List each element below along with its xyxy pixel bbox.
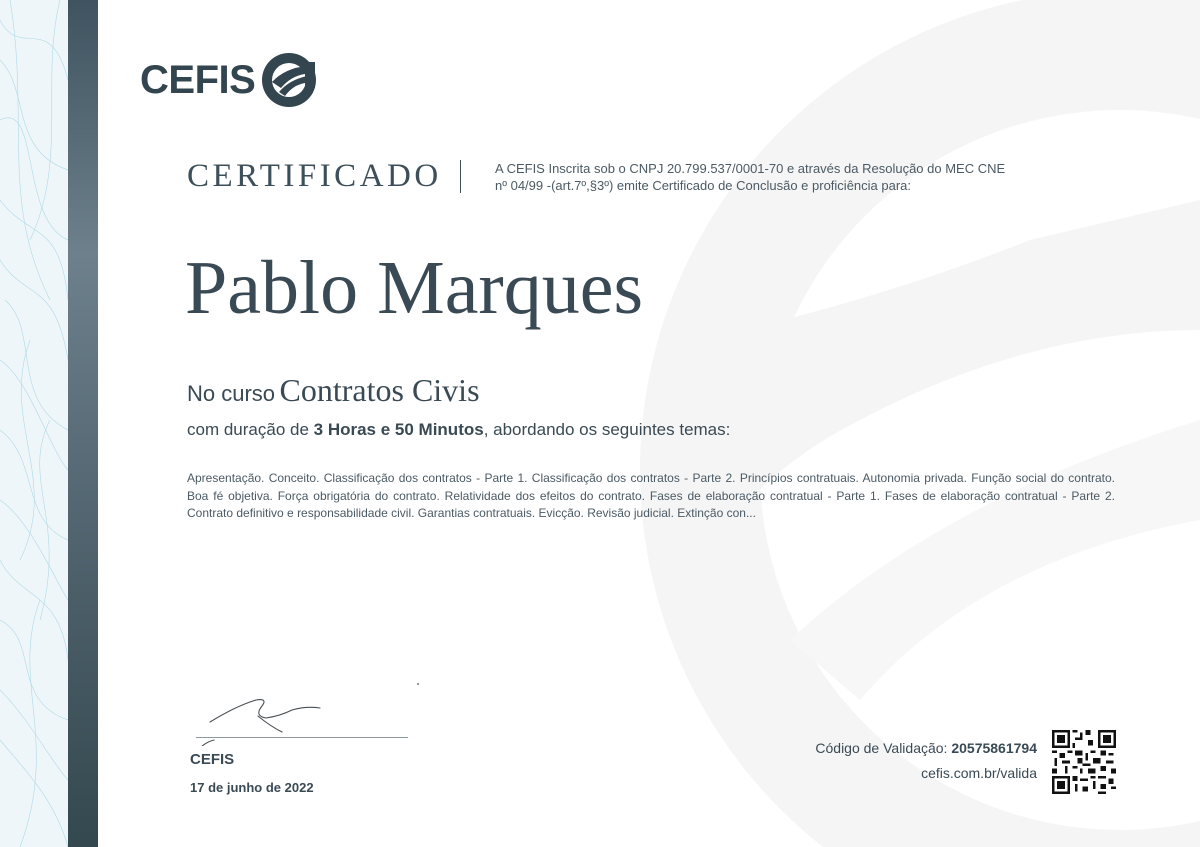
logo-text: CEFIS (140, 57, 256, 102)
validation-code: 20575861794 (951, 740, 1037, 756)
certificate-intro: A CEFIS Inscrita sob o CNPJ 20.799.537/0001-70 e através da Resolução do MEC CNE nº 04/99 -(art.7º,§3º) emite Certificado de Conclusão e proficiência para: (495, 161, 1006, 193)
decorative-sidebar (68, 0, 98, 847)
qr-code (1042, 722, 1126, 802)
title-divider (460, 160, 461, 193)
handwritten-signature (196, 676, 426, 746)
duration-prefix: com duração de (187, 420, 309, 439)
issue-date: 17 de junho de 2022 (190, 780, 314, 795)
course-line (187, 372, 480, 409)
duration-value: 3 Horas e 50 Minutos (313, 420, 484, 439)
cefis-logo (140, 52, 317, 108)
validation-line (815, 740, 1037, 756)
validation-label: Código de Validação: (815, 740, 948, 756)
recipient-name: Pablo Marques (185, 246, 644, 330)
course-prefix: No curso (187, 381, 276, 406)
course-name: Contratos Civis (279, 372, 480, 408)
certificate-title: CERTIFICADO (187, 158, 442, 194)
duration-suffix: , abordando os seguintes temas: (483, 420, 731, 439)
duration-line (187, 420, 730, 440)
validation-block (815, 740, 1037, 781)
signature-line (196, 737, 408, 738)
decorative-pattern (0, 0, 68, 847)
validation-url: cefis.com.br/valida (921, 765, 1037, 781)
course-topics: Apresentação. Conceito. Classificação dos contratos - Parte 1. Classificação dos contratos - Parte 2. Princípios contratuais. Autonomia privada. Função social do contrato. Boa fé objetiva. Força obrigatória do contrato. Relatividade dos efeitos do contrato. Fases de elaboração contratual - Parte 1. Fases de elaboração contratual - Parte 2. Contrato definitivo e responsabilidade civil. Garantias contratuais. Evicção. Revisão judicial. Extinção con... (187, 471, 1115, 520)
logo-mark-icon (261, 52, 317, 108)
signature-org: CEFIS (190, 751, 235, 768)
